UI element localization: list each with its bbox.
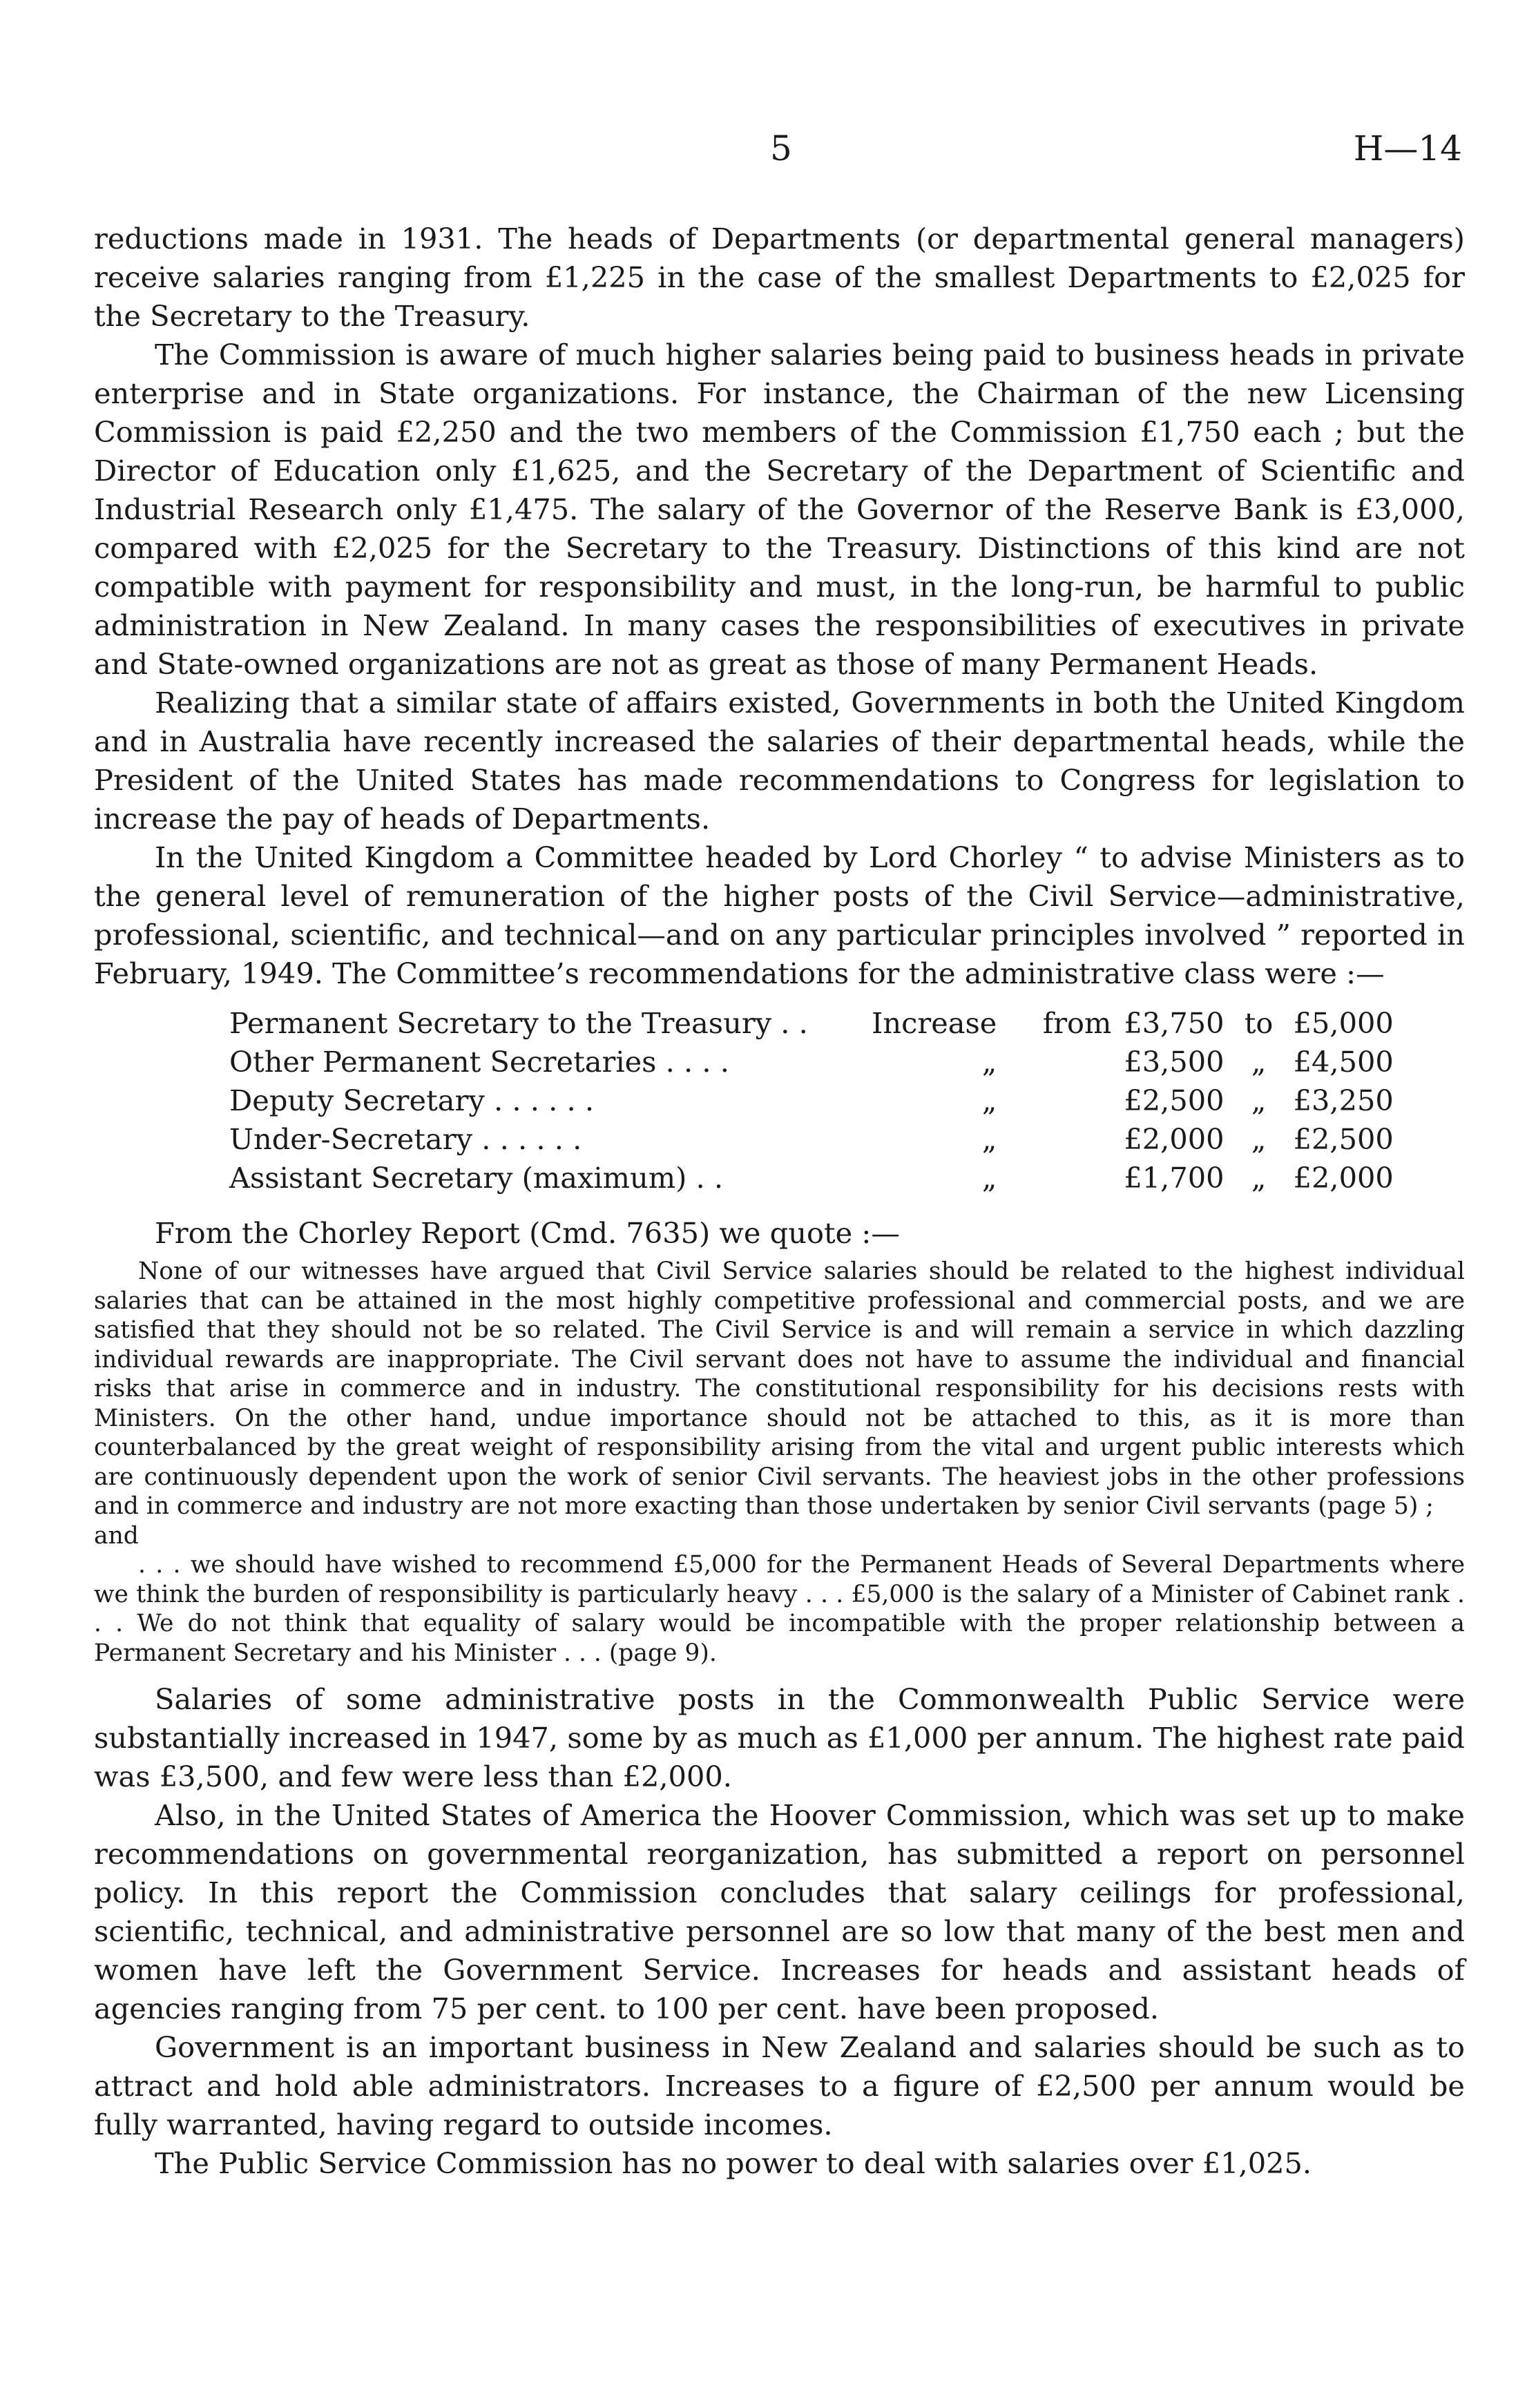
post-title: Assistant Secretary (maximum) [229, 1161, 687, 1195]
paragraph-3: Realizing that a similar state of affairs existed, Governments in both the United Kingdom and in Australia have recently increased the salaries of their departmental heads, while the President of the United States has made recommendations to Congress for legislation to increase the pay of heads of Departments. [94, 686, 1465, 836]
to-label: „ [1251, 1083, 1267, 1117]
table-row [229, 1081, 1394, 1120]
table-row [229, 1159, 1394, 1197]
from-amount: £3,750 [1124, 1006, 1225, 1040]
paragraph-2: The Commission is aware of much higher salaries being paid to business heads in private enterprise and in State organizations. For instance, the Chairman of the new Licensing Commission is paid £2,250 and the two members of the Commission £1,750 each ; but the Director of Education only £1,625, and the Secretary of the Department of Scientific and Industrial Research only £1,475. The salary of the Governor of the Reserve Bank is £3,000, compared with £2,025 for the Secretary to the Treasury. Distinctions of this kind are not compatible with payment for responsibility and must, in the long-run, be harmful to public administration in New Zealand. In many cases the responsibilities of executives in private and State-owned organizations are not as great as those of many Permanent Heads. [94, 338, 1465, 681]
to-amount: £4,500 [1293, 1045, 1394, 1079]
from-amount: £1,700 [1124, 1161, 1225, 1195]
paragraph-5: From the Chorley Report (Cmd. 7635) we quote :— [155, 1216, 900, 1250]
quote-paragraph-2: . . . we should have wished to recommend £5,000 for the Permanent Heads of Several Departments where we think the burden of responsibility is particularly heavy . . . £5,000 is the salary of a Minister of Cabinet rank . . . We do not think that equality of salary would be incompatible with the proper relationship between a Permanent Secretary and his Minister . . . (page 9). [94, 1551, 1465, 1667]
to-label: „ [1251, 1122, 1267, 1156]
post-title: Under-Secretary [229, 1122, 473, 1156]
leader-dots: . . [771, 1006, 808, 1040]
leader-dots: . . . . . . [484, 1083, 595, 1117]
from-amount: £2,500 [1124, 1083, 1225, 1117]
table-row [229, 1004, 1394, 1043]
paragraph-9: The Public Service Commission has no power to deal with salaries over £1,025. [155, 2146, 1312, 2180]
paragraph-1: reductions made in 1931. The heads of Departments (or departmental general managers) receive salaries ranging from £1,225 in the case of the smallest Departments to £2,025 for the Secretary to the Treasury. [94, 222, 1465, 333]
document-code: H—14 [1353, 128, 1462, 168]
from-label [1028, 1159, 1124, 1197]
paragraph-8: Government is an important business in New Zealand and salaries should be such as to attract and hold able administrators. Increases to a figure of £2,500 per annum would be fully warranted, having regard to outside incomes. [94, 2030, 1465, 2141]
page-number: 5 [770, 128, 792, 168]
from-label: from [1042, 1006, 1112, 1040]
main-text-column [94, 220, 1465, 2183]
to-amount: £3,250 [1293, 1083, 1394, 1117]
leader-dots: . . [686, 1161, 724, 1195]
increase-label: „ [981, 1045, 997, 1079]
leader-dots: . . . . . . [472, 1122, 582, 1156]
increase-label: „ [981, 1083, 997, 1117]
to-amount: £2,000 [1293, 1161, 1394, 1195]
paragraph-6: Salaries of some administrative posts in the Commonwealth Public Service were substantially increased in 1947, some by as much as £1,000 per annum. The highest rate paid was £3,500, and few were less than £2,000. [94, 1682, 1465, 1793]
paragraph-7: Also, in the United States of America the Hoover Commission, which was set up to make recommendations on governmental reorganization, has submitted a report on personnel policy. In this report the Commission concludes that salary ceilings for professional, scientific, technical, and administrative personnel are so low that many of the best men and women have left the Government Service. Increases for heads and assistant heads of agencies ranging from 75 per cent. to 100 per cent. have been proposed. [94, 1798, 1465, 2025]
table-row [229, 1043, 1394, 1081]
paragraph-4: In the United Kingdom a Committee headed by Lord Chorley “ to advise Ministers as to the general level of remuneration of the higher posts of the Civil Service—administrative, professional, scientific, and technical—and on any particular principles involved ” reported in February, 1949. The Committee’s recommendations for the administrative class were :— [94, 840, 1465, 990]
table-row [229, 1120, 1394, 1159]
from-label [1028, 1081, 1124, 1120]
to-label: „ [1251, 1045, 1267, 1079]
increase-label: „ [981, 1122, 997, 1156]
from-amount: £2,000 [1124, 1122, 1225, 1156]
post-title: Deputy Secretary [229, 1083, 485, 1117]
to-amount: £5,000 [1293, 1006, 1394, 1040]
to-label: to [1244, 1006, 1274, 1040]
increase-label: „ [981, 1161, 997, 1195]
from-label [1028, 1120, 1124, 1159]
salary-table [229, 1004, 1394, 1197]
quote-paragraph-1: None of our witnesses have argued that Civil Service salaries should be related to the highest individual salaries that can be attained in the most highly competitive professional and commercial posts, and we are satisfied that they should not be so related. The Civil Service is and will remain a service in which dazzling individual rewards are inappropriate. The Civil servant does not have to assume the individual and financial risks that arise in commerce and in industry. The constitutional responsibility for his decisions rests with Ministers. On the other hand, undue importance should not be attached to this, as it is more than counterbalanced by the great weight of responsibility arising from the vital and urgent public interests which are continuously dependent upon the work of senior Civil servants. The heaviest jobs in the other professions and in commerce and industry are not more exacting than those undertaken by senior Civil servants (page 5) ; [94, 1258, 1465, 1520]
from-amount: £3,500 [1124, 1045, 1225, 1079]
leader-dots: . . . . [656, 1045, 730, 1079]
to-label: „ [1251, 1161, 1267, 1195]
to-amount: £2,500 [1293, 1122, 1394, 1156]
post-title: Permanent Secretary to the Treasury [229, 1006, 772, 1040]
increase-label: Increase [872, 1006, 997, 1040]
from-label [1028, 1043, 1124, 1081]
quote-and: and [94, 1521, 139, 1550]
post-title: Other Permanent Secretaries [229, 1045, 657, 1079]
quotation-block [94, 1257, 1465, 1668]
